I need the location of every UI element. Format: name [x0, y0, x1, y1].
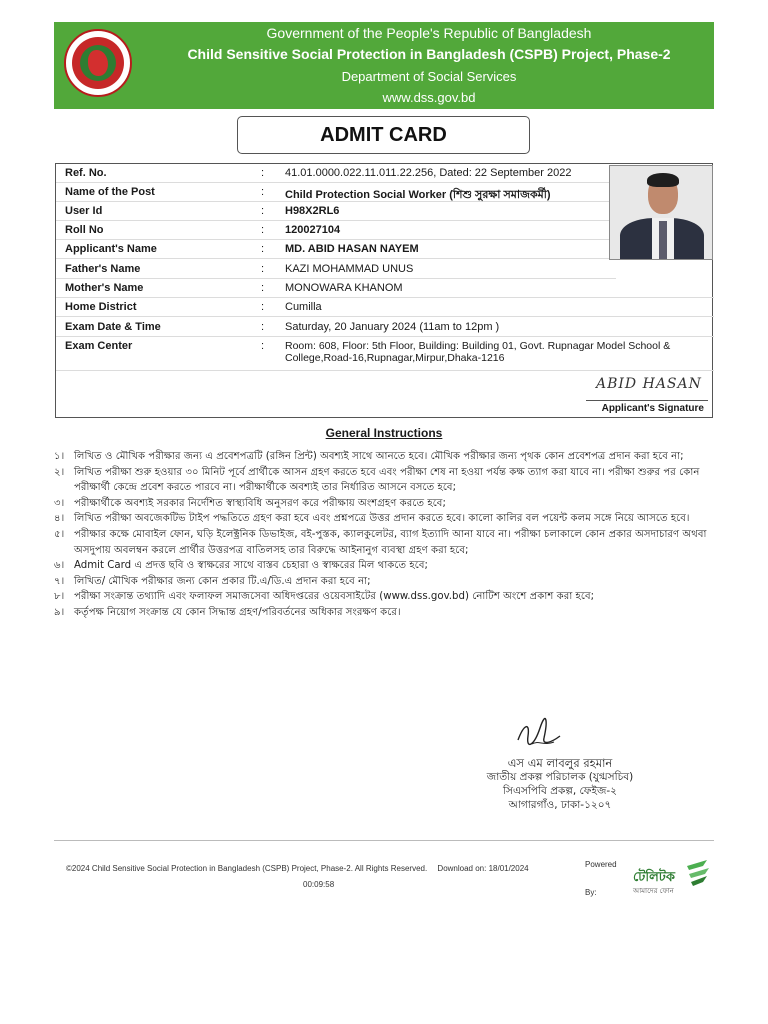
authority-block — [440, 756, 680, 812]
field-label: Name of the Post — [65, 186, 155, 198]
list-item: ৩। পরীক্ষার্থীকে অবশ্যই সরকার নির্দেশিত স্বাস্থ্যবিধি অনুসরণ করে পরীক্ষায় অংশগ্রহণ করতে হবে; — [54, 497, 446, 509]
list-item: ৬। Admit Card এ প্রদত্ত ছবি ও স্বাক্ষরের সাথে বাস্তব চেহারা ও স্বাক্ষরের মিল থাকতে হবে; — [54, 560, 428, 572]
field-value: 120027104 — [285, 224, 341, 236]
list-item: ১। লিখিত ও মৌখিক পরীক্ষার জন্য এ প্রবেশপত্রটি (রঙ্গিন প্রিন্ট) অবশ্যই সাথে আনতে হবে। মৌখিক পরীক্ষার জন্য পৃথক কোন প্রবেশপত্র প্রদান করা হবে না; — [54, 451, 684, 462]
field-value: MD. ABID HASAN NAYEM — [285, 243, 419, 255]
field-value: Cumilla — [285, 301, 322, 313]
field-label: Exam Date & Time — [65, 321, 161, 333]
field-value: Child Protection Social Worker (শিশু সুরক্ষা সমাজকর্মী) — [285, 189, 551, 201]
header-government: Government of the People's Republic of Bangladesh — [266, 25, 592, 41]
row-ref-no: Ref. No. : 41.01.0000.022.11.011.22.256, Dated: 22 September 2022 — [56, 164, 616, 183]
admit-card-title: ADMIT CARD — [237, 116, 530, 154]
teletalk-mark-icon — [683, 858, 711, 888]
list-item: ২। লিখিত পরীক্ষা শুরু হওয়ার ৩০ মিনিট পূর্বে প্রার্থীকে আসন গ্রহণ করতে হবে এবং পরীক্ষা শেষ না হওয়া পর্যন্ত কক্ষ ত্যাগ করা যাবে না। পরীক্ষা শুরুর পর কোন পরীক্ষার্থী কেন্দ্রে প্রবেশ করতে পারবে না। পরীক্ষার্থীকে অবশ্যই তার নির্ধারিত আসনে বসতে হবে; — [54, 466, 700, 494]
field-label: User Id — [65, 205, 103, 217]
field-label: Roll No — [65, 224, 104, 236]
instructions-title: General Instructions — [325, 426, 443, 440]
field-value: Saturday, 20 January 2024 (11am to 12pm ) — [285, 321, 500, 333]
row-exam-center: Exam Center : Room: 608, Floor: 5th Floor, Building: Building 01, Govt. Rupnagar Model School & College,Road-16,Rupnagar,Mirpur,Dhaka-1216 — [56, 337, 714, 371]
field-label: Ref. No. — [65, 167, 107, 179]
header-banner — [54, 22, 714, 109]
row-user-id: User Id : H98X2RL6 — [56, 202, 616, 221]
field-label: Applicant's Name — [65, 243, 157, 255]
list-item: ৯। কর্তৃপক্ষ নিয়োগ সংক্রান্ত যে কোন সিদ্ধান্ত গ্রহণ/পরিবর্তনের অধিকার সংরক্ষণ করে। — [54, 606, 401, 618]
row-roll-no: Roll No : 120027104 — [56, 221, 616, 240]
header-department: Department of Social Services — [341, 69, 517, 84]
field-value: 41.01.0000.022.11.011.22.256, Dated: 22 September 2022 — [285, 167, 572, 179]
row-post-name: Name of the Post : Child Protection Social Worker (শিশু সুরক্ষা সমাজকর্মী) — [56, 183, 616, 202]
government-seal-icon — [64, 29, 132, 97]
header-project: Child Sensitive Social Protection in Bangladesh (CSPB) Project, Phase-2 — [187, 46, 671, 62]
authority-address: আগারগাঁও, ঢাকা-১২০৭ — [508, 799, 612, 811]
list-item: ৮। পরীক্ষা সংক্রান্ত তথ্যাদি এবং ফলাফল সমাজসেবা অধিদপ্তরের ওয়েবসাইটের (www.dss.gov.bd) নোটিশ অংশে প্রকাশ করা হবে; — [54, 591, 595, 603]
field-label: Father's Name — [65, 263, 141, 275]
powered-by: Powered By: — [585, 860, 617, 897]
authority-signature-image — [514, 716, 564, 752]
field-label: Mother's Name — [65, 282, 144, 294]
instructions-list — [52, 449, 720, 621]
footer-divider — [54, 840, 714, 841]
footer-download-date: Download on: 18/01/2024 — [437, 864, 529, 873]
footer-time: 00:09:58 — [303, 880, 335, 889]
list-item: ৭। লিখিত/ মৌখিক পরীক্ষার জন্য কোন প্রকার টি.এ/ডি.এ প্রদান করা হবে না; — [54, 575, 371, 587]
field-value: KAZI MOHAMMAD UNUS — [285, 263, 414, 275]
applicant-signature-label: Applicant's Signature — [586, 400, 708, 414]
authority-project: সিএসপিবি প্রকল্প, ফেইজ-২ — [503, 785, 617, 797]
teletalk-logo: টেলিটক আমাদের ফোন — [633, 856, 713, 896]
header-website: www.dss.gov.bd — [382, 90, 476, 105]
applicant-signature-image: ABID HASAN — [596, 376, 702, 392]
footer-copyright: ©2024 Child Sensitive Social Protection in Bangladesh (CSPB) Project, Phase-2. All Rights Reserved. Download on: 18/01/2024 — [66, 864, 529, 873]
list-item: ৪। লিখিত পরীক্ষা অবজেকটিভ টাইপ পদ্ধতিতে গ্রহণ করা হবে এবং প্রশ্নপত্রে উত্তর প্রদান করতে হবে। কালো কালির বল পয়েন্ট কলম সঙ্গে নিয়ে আসতে হবে। — [54, 513, 690, 525]
applicant-photo — [609, 165, 713, 260]
applicant-info-box — [55, 163, 713, 418]
row-home-district: Home District : Cumilla — [56, 298, 714, 317]
row-mother-name: Mother's Name : MONOWARA KHANOM — [56, 279, 714, 298]
authority-designation: জাতীয় প্রকল্প পরিচালক (যুগ্মসচিব) — [486, 771, 634, 783]
field-label: Exam Center — [65, 340, 133, 352]
row-father-name: Father's Name : KAZI MOHAMMAD UNUS — [56, 260, 616, 279]
field-value: MONOWARA KHANOM — [285, 282, 403, 294]
list-item: ৫। পরীক্ষার কক্ষে মোবাইল ফোন, ঘড়ি ইলেক্ট্রনিক ডিভাইজ, বই-পুস্তক, ক্যালকুলেটর, ব্যাগ ইত্যাদি আনা যাবে না। পরীক্ষা চলাকালে কোন প্রকার অসদাচারণ অথবা অসদুপায় অবলম্বন করলে প্রার্থীর উত্তরপত্র বাতিলসহ তার বিরুদ্ধে আইনানুগ ব্যবস্থা গ্রহণ করা হবে; — [54, 528, 707, 556]
field-value: H98X2RL6 — [285, 205, 340, 217]
row-exam-date: Exam Date & Time : Saturday, 20 January 2024 (11am to 12pm ) — [56, 318, 714, 337]
field-label: Home District — [65, 301, 137, 313]
field-value: Room: 608, Floor: 5th Floor, Building: Building 01, Govt. Rupnagar Model School & College,Road-16,Rupnagar,Mirpur,Dhaka-1216 — [285, 340, 671, 364]
row-applicant-name: Applicant's Name : MD. ABID HASAN NAYEM — [56, 240, 616, 259]
authority-name: এস এম লাবলুর রহমান — [507, 756, 613, 770]
